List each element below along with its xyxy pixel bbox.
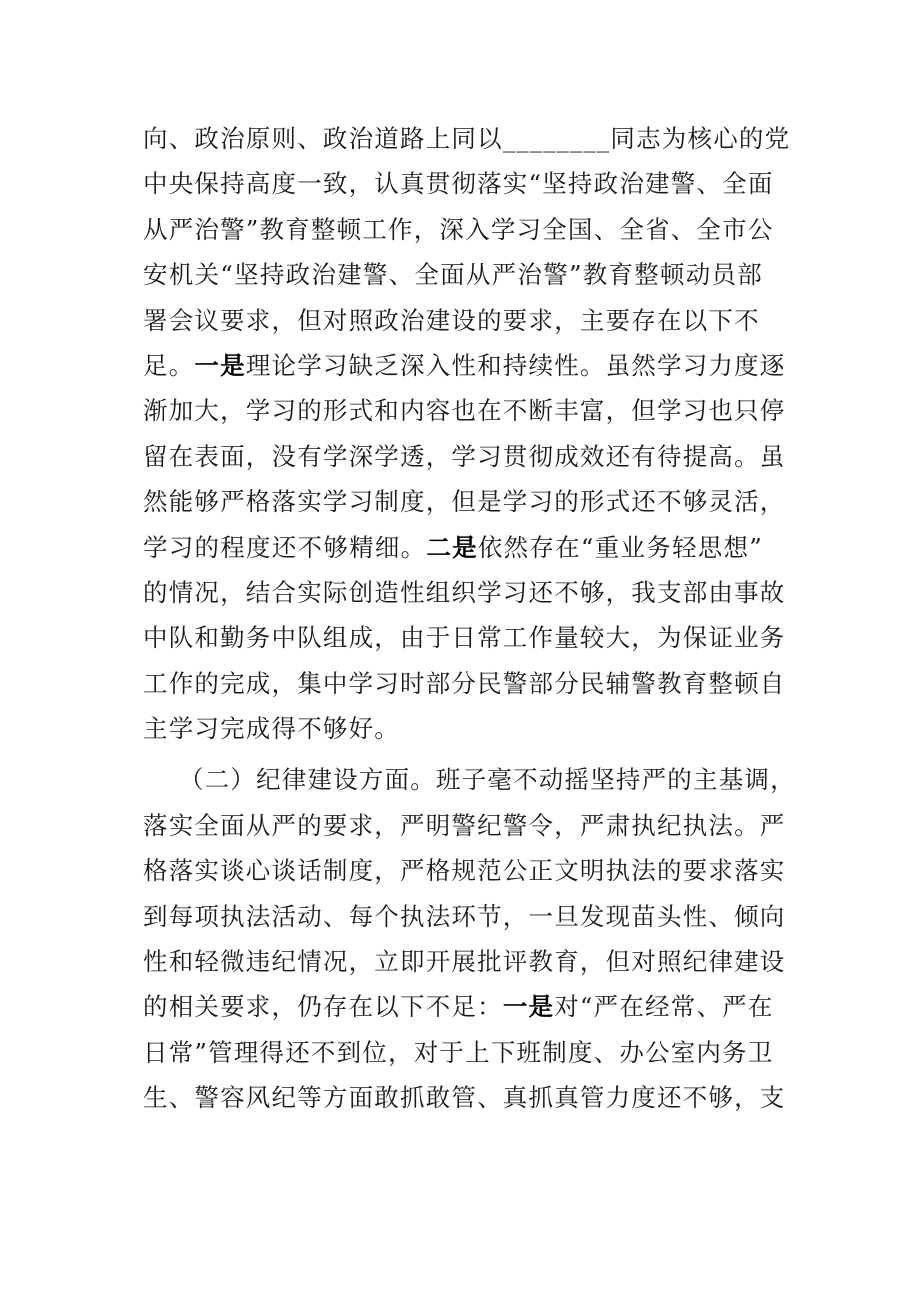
text-line: 然能够严格落实学习制度，但是学习的形式还不够灵活， (143, 487, 786, 517)
bold-marker: 一是 (502, 992, 555, 1022)
text-line: 的相关要求，仍存在以下不足：一是对“严在经常、严在 (143, 992, 774, 1022)
bold-marker: 一是 (194, 350, 246, 380)
text-line: 渐加大，学习的形式和内容也在不断丰富，但学习也只停 (143, 396, 786, 426)
text-line: 署会议要求，但对照政治建设的要求，主要存在以下不 (143, 305, 760, 335)
text-line: 格落实谈心谈话制度，严格规范公正文明执法的要求落实 (143, 856, 786, 886)
text-line: 足。一是理论学习缺乏深入性和持续性。虽然学习力度逐 (143, 350, 786, 380)
text-line: 中队和勤务中队组成，由于日常工作量较大，为保证业务 (143, 623, 786, 653)
text-line: 从严治警”教育整顿工作，深入学习全国、全省、全市公 (143, 214, 774, 244)
text-line: 主学习完成得不够好。 (143, 714, 400, 744)
text-line: 工作的完成，集中学习时部分民警部分民辅警教育整顿自 (143, 668, 786, 698)
text-line: 安机关“坚持政治建警、全面从严治警”教育整顿动员部 (143, 260, 763, 290)
text-line: 生、警容风纪等方面敢抓敢管、真抓真管力度还不够，支 (143, 1083, 786, 1113)
document-body (143, 116, 796, 1121)
text-line: 学习的程度还不够精细。二是依然存在“重业务轻思想” (143, 532, 763, 562)
text-line: 留在表面，没有学深学透，学习贯彻成效还有待提高。虽 (143, 441, 786, 471)
text-line: 中央保持高度一致，认真贯彻落实“坚持政治建警、全面 (143, 169, 774, 199)
text-line: 日常”管理得还不到位，对于上下班制度、办公室内务卫 (143, 1037, 774, 1067)
text-line: 到每项执法活动、每个执法环节，一旦发现苗头性、倾向 (143, 901, 786, 931)
text-line: 落实全面从严的要求，严明警纪警令，严肃执纪执法。严 (143, 810, 786, 840)
text-line: 性和轻微违纪情况，立即开展批评教育，但对照纪律建设 (143, 947, 786, 977)
text-line: 向、政治原则、政治道路上同以________同志为核心的党 (143, 124, 791, 153)
paragraph-heading-line: （二）纪律建设方面。班子毫不动摇坚持严的主基调， (179, 765, 796, 795)
text-line: 的情况，结合实际创造性组织学习还不够，我支部由事故 (143, 577, 786, 607)
bold-marker: 二是 (426, 532, 478, 562)
